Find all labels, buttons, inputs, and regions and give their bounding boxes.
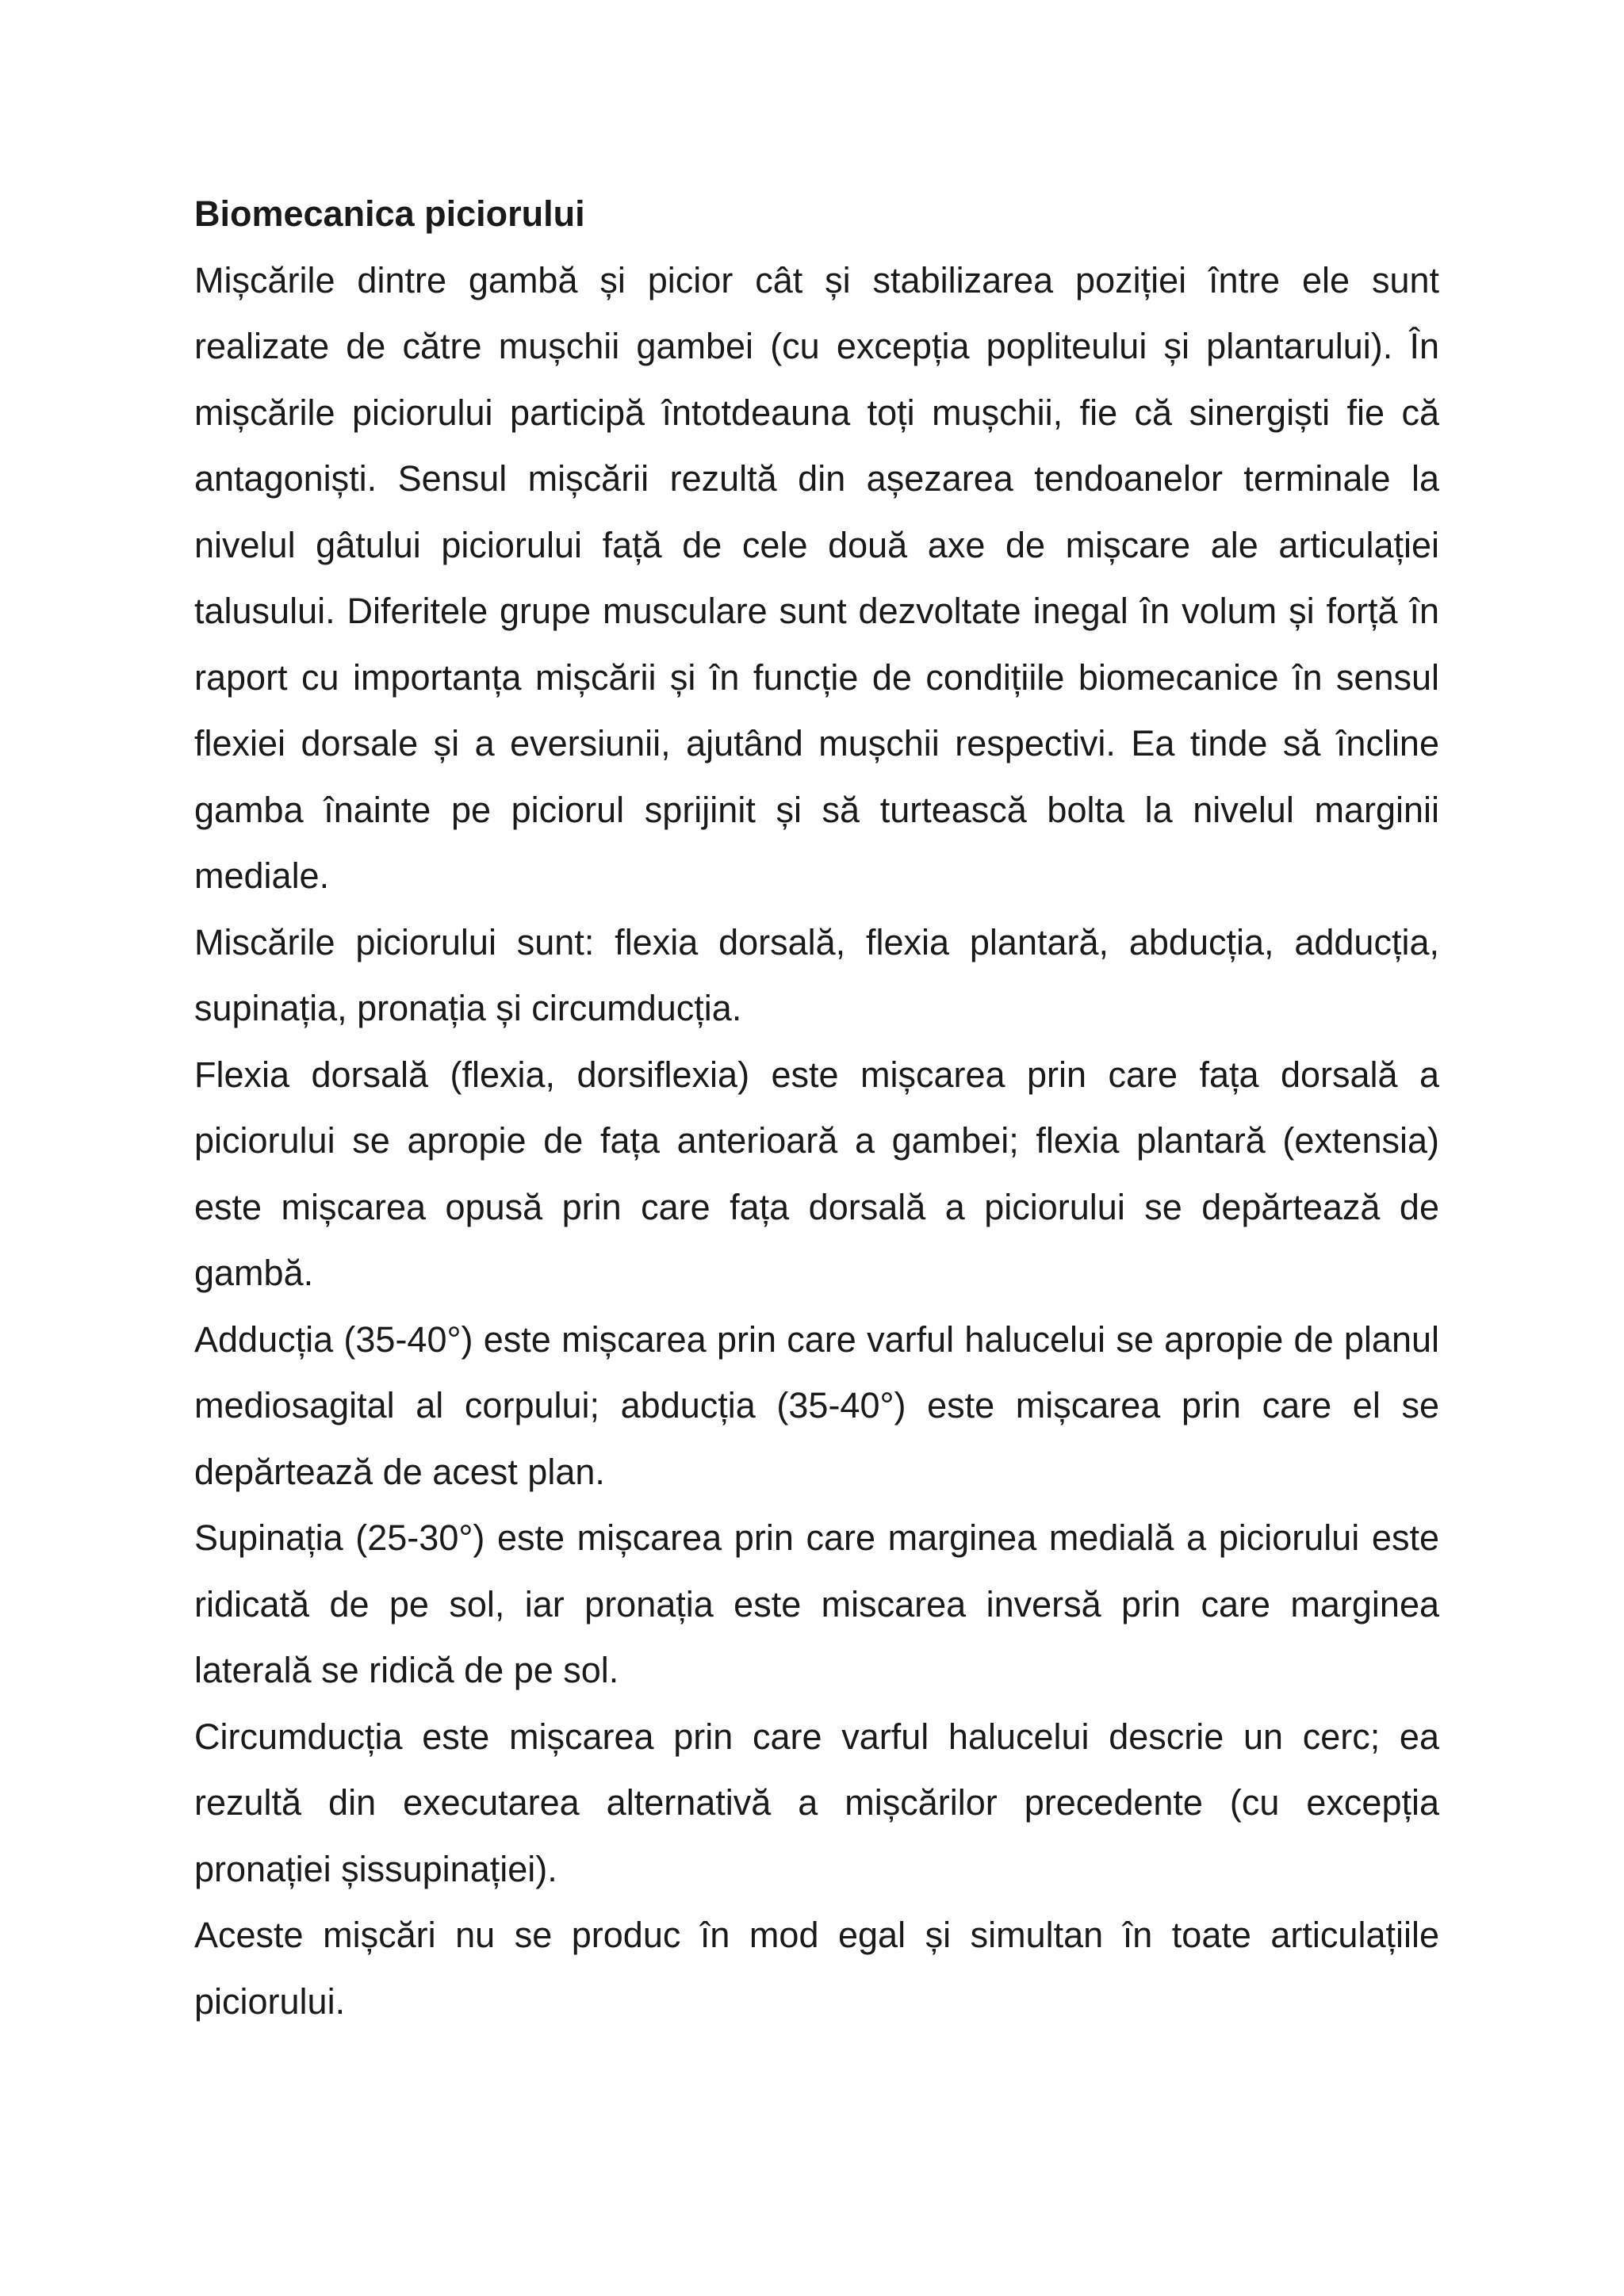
paragraph-adduction: Adducția (35-40°) este mișcarea prin care varful halucelui se apropie de planul mediosagital al corpului; abducția (35-40°) este mișcarea prin care el se depărtează de acest plan. bbox=[194, 1318, 1439, 1492]
paragraph-muscles: Mișcările dintre gambă și picior cât și stabilizarea poziției între ele sunt realizate de către mușchii gambei (cu excepția popliteului și plantarului). În mișcările piciorului participă întotdeauna toți mușchii, fie că sinergiști fie că antagoniști. Sensul mișcării rezultă din așezarea tendoanelor terminale la nivelul gâtului piciorului față de cele două axe de mișcare ale articulației talusului. Diferitele grupe musculare sunt dezvoltate inegal în volum și forță în raport cu importanța mișcării și în funcție de condițiile biomecanice în sensul flexiei dorsale și a eversiunii, ajutând mușchii respectivi. Ea tinde să încline gamba înainte pe piciorul sprijinit și să turtească bolta la nivelul marginii mediale. bbox=[194, 259, 1439, 896]
paragraph-supination: Supinația (25-30°) este mișcarea prin care marginea medială a piciorului este ridicată de pe sol, iar pronația este miscarea inversă prin care marginea laterală se ridică de pe sol. bbox=[194, 1517, 1439, 1690]
document-title: Biomecanica piciorului bbox=[194, 193, 585, 234]
document-body bbox=[194, 181, 1439, 2034]
paragraph-conclusion: Aceste mișcări nu se produc în mod egal și simultan în toate articulațiile piciorului. bbox=[194, 1915, 1439, 2022]
paragraph-circumduction: Circumducția este mișcarea prin care varful halucelui descrie un cerc; ea rezultă din executarea alternativă a mișcărilor precedente (cu excepția pronației șissupinației). bbox=[194, 1716, 1439, 1889]
paragraph-movements-list: Miscările piciorului sunt: flexia dorsală, flexia plantară, abducția, adducția, supinația, pronația și circumducția. bbox=[194, 921, 1439, 1028]
paragraph-flexion: Flexia dorsală (flexia, dorsiflexia) este mișcarea prin care fața dorsală a piciorului se apropie de fața anterioară a gambei; flexia plantară (extensia) este mișcarea opusă prin care fața dorsală a piciorului se depărtează de gambă. bbox=[194, 1054, 1439, 1293]
